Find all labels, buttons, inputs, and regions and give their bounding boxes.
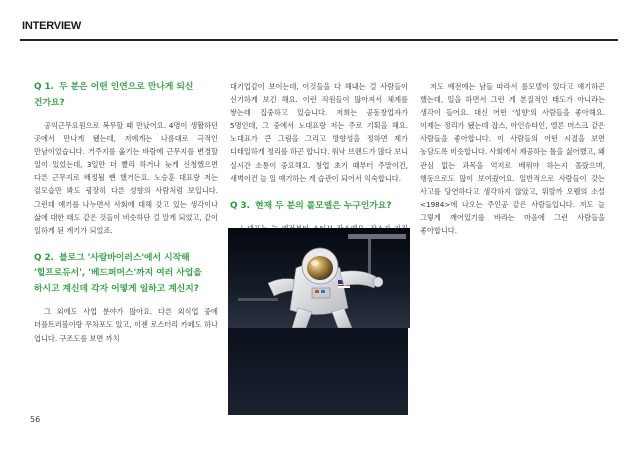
question-number: Q 2.	[34, 252, 55, 263]
page-number: 56	[30, 415, 41, 424]
header-rule	[20, 39, 618, 41]
question-text: 두 분은 어떤 인연으로 만나게 되신 건가요?	[34, 82, 194, 108]
header	[0, 0, 638, 48]
column-3	[420, 80, 605, 251]
answer-3-continued: 저도 예전에는 남들 따라서 롤모델이 있다고 얘기하곤 했는데, 일을 하면서 그런 게 본질적인 태도가 아니라는 생각이 들어요. 대신 어떤 '성향'의 사람들을 좋아해요. 이제는 정리가 됐는데 잡스, 아인슈타인, 엘론 머스크 같은 사람들을 좋아합니다. 이 사람들의 어떤 시절을 보면 농담도록 비슷합니다. 사회에서 제공하는 틀을 싫어했고, 왜 관심 없는 과목을 억지로 배워야 하는지 몰랐으며, 행동으로도 많이 보여줬어요. 일반적으로 사람들이 갖는 사고를 당연하다고 생각하지 않았고, 뭐랄까 오웰의 소설 <1984>에 나오는 주인공 같은 사람들입니다. 저도 늘 그렇게 깨어있기를 바라는 마음에 그런 사람들을 좋아합니다.	[420, 82, 605, 236]
question-2	[34, 251, 218, 298]
photo	[228, 228, 410, 328]
column-1	[34, 80, 218, 359]
answer-2: 그 외에도 사업 분야가 많아요. 다른 외식업 중에 더플트러블이랑 무차포도 있고, 이젠 로스터리 카페도 하나 엽니다. 구조도를 보면 까치	[34, 307, 218, 343]
answer-2-continued: 대기업같이 보이는데, 이것들을 다 해내는 걸 사람들이 신기하게 보긴 해요. 이런 직원들이 많아져서 체계를 쌓는데 집중하고 있습니다. 저희는 공동창업자가 5명인데, 그 중에서 노대표랑 저는 주로 기획을 해요. 노대표가 큰 그림을 그리고 방향성을 정하면 제가 디테일하게 정리를 하곤 합니다. 워낙 브랜드가 많다 보니 실시간 소통이 중요해요. 창업 초기 때부터 주말이건, 새벽이건 늘 일 얘기하는 게 습관이 되어서 익숙합니다.	[230, 82, 408, 183]
question-1	[34, 80, 218, 111]
question-3	[230, 199, 408, 215]
question-text: 블로그 '사람바이러스'에서 시작해 '힐프로듀서', '베드퍼머스'까지 여러 사업을 하시고 계신데 각자 어떻게 일하고 계신지?	[34, 252, 202, 294]
question-number: Q 1.	[34, 82, 55, 92]
astronaut-image	[228, 320, 408, 415]
section-label: INTERVIEW	[22, 20, 82, 32]
question-text: 현재 두 분의 롤모델은 누구인가요?	[255, 200, 392, 211]
question-number: Q 3.	[230, 200, 251, 211]
answer-1: 공익근무요원으로 복무할 때 만났어요. 4명이 생활하던 곳에서 만나게 됐는데, 저에게는 나름대로 극적인 만남이었습니다. 거주지를 옮기는 바람에 근무지를 변경할 일이 있었는데, 3일만 더 빨리 하거나 늦게 신청했으면 다른 근무지로 배정될 뻔 했거든요. 노승훈 대표랑 저는 겉모습만 봐도 굉장히 다른 성향의 사람처럼 보입니다. 그런데 얘기를 나누면서 사회에 대해 갖고 있는 생각이나 삶에 대한 태도 같은 것들이 비슷하단 걸 알게 되었고, 같이 일하게 된 계기가 되었죠.	[34, 121, 218, 235]
